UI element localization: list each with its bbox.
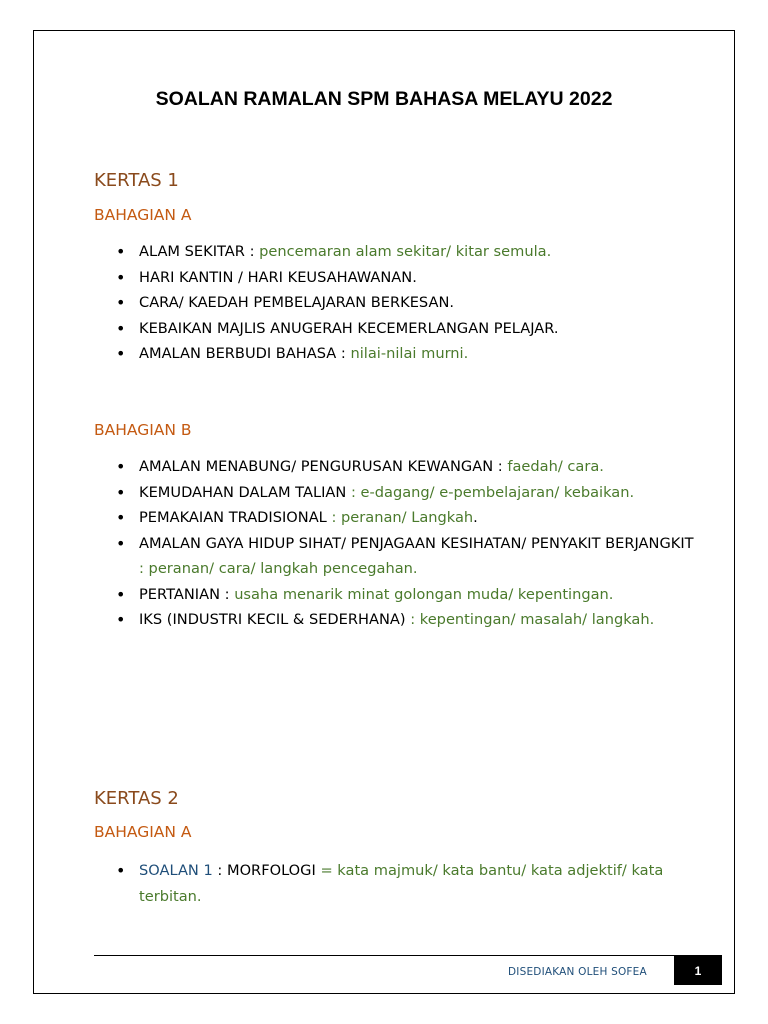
list-item: • PEMAKAIAN TRADISIONAL : peranan/ Langkah. bbox=[94, 505, 694, 531]
kertas2-heading: KERTAS 2 bbox=[94, 788, 179, 809]
page-number: 1 bbox=[674, 956, 722, 985]
kertas2-bahagian-a-heading: BAHAGIAN A bbox=[94, 823, 192, 841]
list-item: • CARA/ KAEDAH PEMBELAJARAN BERKESAN. bbox=[94, 290, 694, 316]
kertas1-bahagian-a-list bbox=[94, 239, 694, 367]
footer-divider bbox=[94, 955, 722, 956]
list-item: • PERTANIAN : usaha menarik minat golongan muda/ kepentingan. bbox=[94, 582, 694, 608]
list-item: • AMALAN BERBUDI BAHASA : nilai-nilai murni. bbox=[94, 341, 694, 367]
kertas1-bahagian-a-heading: BAHAGIAN A bbox=[94, 206, 192, 224]
document-title: SOALAN RAMALAN SPM BAHASA MELAYU 2022 bbox=[155, 88, 613, 110]
footer-author: DISEDIAKAN OLEH SOFEA bbox=[508, 966, 647, 978]
list-item: • SOALAN 1 : MORFOLOGI = kata majmuk/ kata bantu/ kata adjektif/ kata terbitan. bbox=[94, 858, 694, 909]
list-item: • KEBAIKAN MAJLIS ANUGERAH KECEMERLANGAN PELAJAR. bbox=[94, 316, 694, 342]
list-item: • IKS (INDUSTRI KECIL & SEDERHANA) : kepentingan/ masalah/ langkah. bbox=[94, 607, 694, 633]
list-item: • ALAM SEKITAR : pencemaran alam sekitar/ kitar semula. bbox=[94, 239, 694, 265]
list-item: • HARI KANTIN / HARI KEUSAHAWANAN. bbox=[94, 265, 694, 291]
kertas2-bahagian-a-list bbox=[94, 858, 694, 909]
list-item: • AMALAN MENABUNG/ PENGURUSAN KEWANGAN : faedah/ cara. bbox=[94, 454, 694, 480]
kertas1-bahagian-b-heading: BAHAGIAN B bbox=[94, 421, 192, 439]
list-item: • AMALAN GAYA HIDUP SIHAT/ PENJAGAAN KESIHATAN/ PENYAKIT BERJANGKIT : peranan/ cara/ langkah pencegahan. bbox=[94, 531, 694, 582]
kertas1-heading: KERTAS 1 bbox=[94, 170, 179, 191]
list-item: • KEMUDAHAN DALAM TALIAN : e-dagang/ e-pembelajaran/ kebaikan. bbox=[94, 480, 694, 506]
kertas1-bahagian-b-list bbox=[94, 454, 694, 633]
